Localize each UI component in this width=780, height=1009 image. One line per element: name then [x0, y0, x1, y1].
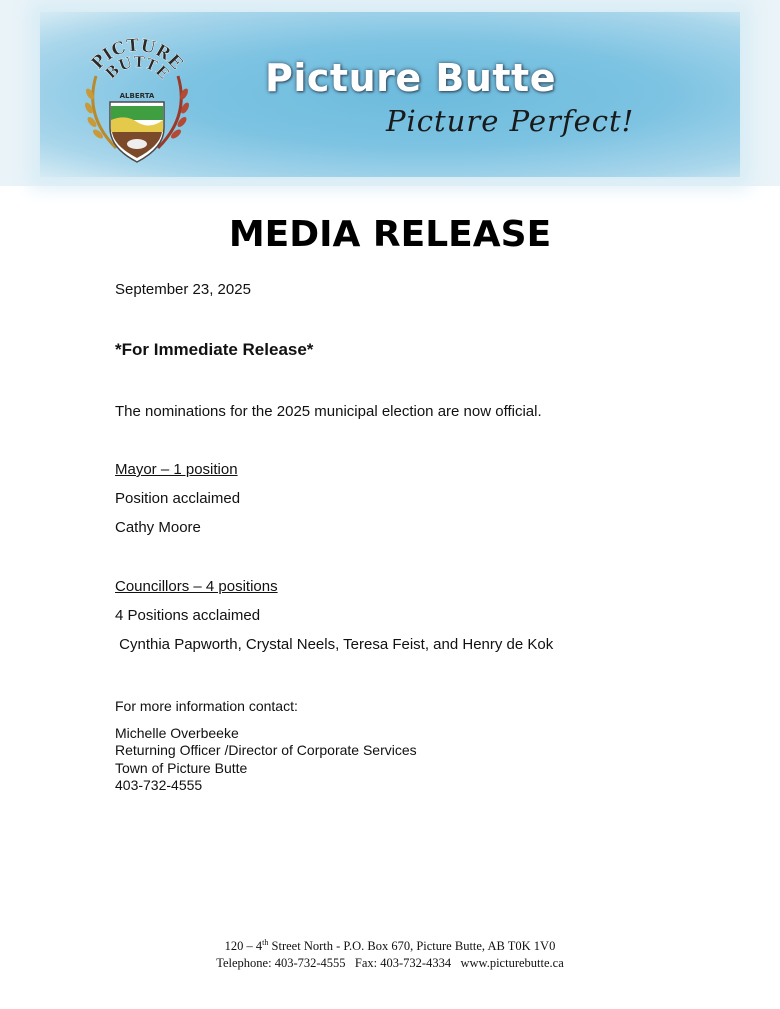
footer-contact-line: Telephone: 403-732-4555 Fax: 403-732-4334 www.picturebutte.ca [216, 956, 564, 971]
banner-title: Picture Butte [265, 56, 556, 100]
contact-phone: 403-732-4555 [115, 777, 203, 793]
councillors-names: Cynthia Papworth, Crystal Neels, Teresa Feist, and Henry de Kok [115, 636, 554, 653]
svg-text:PICTURE: PICTURE [87, 36, 187, 74]
mayor-name: Cathy Moore [115, 519, 201, 536]
page-title: MEDIA RELEASE [228, 214, 552, 255]
footer [0, 934, 780, 972]
mayor-status: Position acclaimed [115, 490, 241, 507]
header-banner-area [0, 0, 780, 186]
svg-text:BUTTE: BUTTE [101, 52, 173, 83]
councillors-heading: Councillors – 4 positions [115, 578, 278, 595]
town-crest-logo [76, 36, 198, 168]
contact-title: Returning Officer /Director of Corporate Services [115, 742, 417, 758]
mayor-heading: Mayor – 1 position [115, 461, 238, 478]
release-label: *For Immediate Release* [115, 340, 314, 359]
footer-address: 120 – 4th Street North - P.O. Box 670, Picture Butte, AB T0K 1V0 [224, 938, 556, 954]
councillors-status: 4 Positions acclaimed [115, 607, 261, 624]
contact-intro: For more information contact: [115, 698, 298, 714]
banner-tagline: Picture Perfect! [386, 104, 635, 138]
svg-text:ALBERTA: ALBERTA [119, 92, 155, 100]
contact-name: Michelle Overbeeke [115, 725, 239, 741]
intro-text: The nominations for the 2025 municipal election are now official. [115, 403, 542, 420]
release-date: September 23, 2025 [115, 281, 251, 298]
contact-org: Town of Picture Butte [115, 760, 248, 776]
header-banner [40, 12, 740, 177]
